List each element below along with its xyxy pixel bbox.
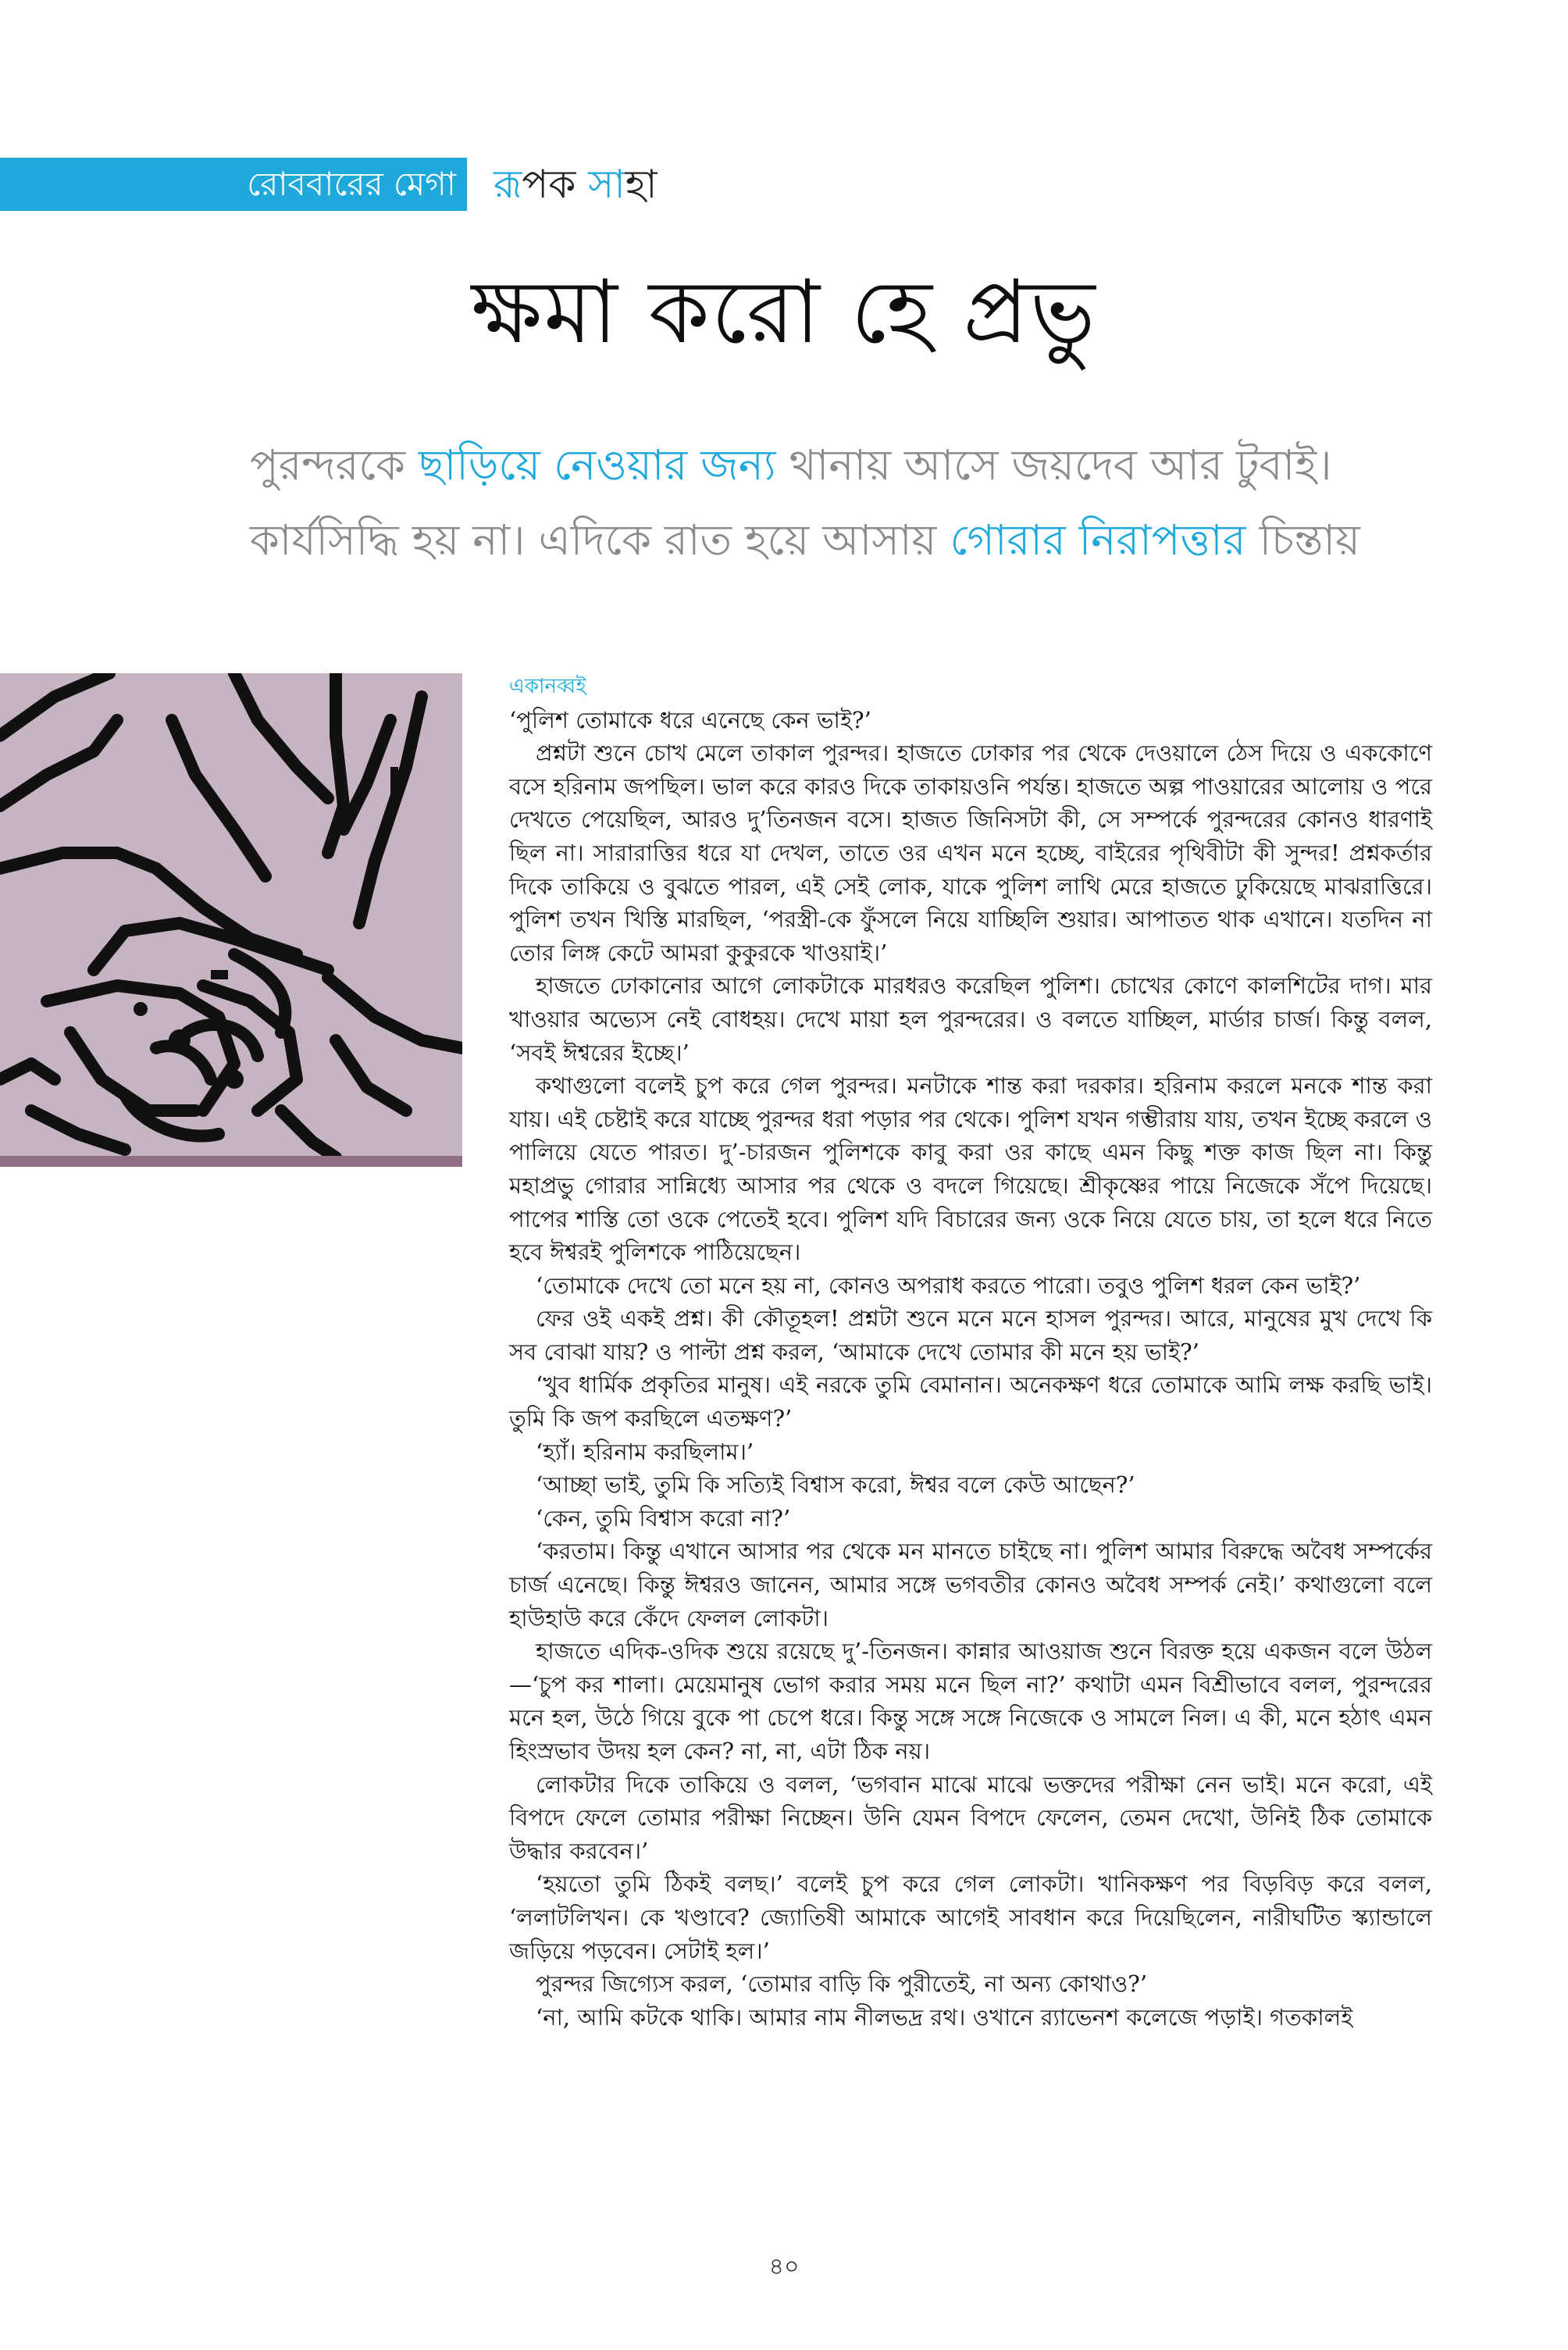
story-body — [509, 670, 1432, 2034]
series-label: রোববারের মেগা — [247, 165, 456, 203]
body-paragraph: ‘তোমাকে দেখে তো মনে হয় না, কোনও অপরাধ করতে পারো। তবুও পুলিশ ধরল কেন ভাই?’ — [536, 1271, 1361, 1299]
body-paragraph: ‘আচ্ছা ভাই, তুমি কি সত্যিই বিশ্বাস করো, ঈশ্বর বলে কেউ আছেন?’ — [536, 1471, 1135, 1499]
author-last-accent: সা — [588, 162, 625, 207]
body-paragraph: ‘কেন, তুমি বিশ্বাস করো না?’ — [536, 1504, 791, 1532]
author-last-rest: হা — [625, 162, 657, 207]
teaser-line-2 — [250, 503, 1468, 578]
body-paragraph: লোকটার দিকে তাকিয়ে ও বলল, ‘ভগবান মাঝে মাঝে ভক্তদের পরীক্ষা নেন ভাই। মনে করো, এই বিপদে ফেলে তোমার পরীক্ষা নিচ্ছেন। উনি যেমন বিপদে ফেলেন, তেমন দেখো, উনিই ঠিক তোমাকে উদ্ধার করবেন।’ — [509, 1771, 1432, 1864]
body-paragraph: ‘পুলিশ তোমাকে ধরে এনেছে কেন ভাই?’ — [509, 706, 871, 733]
body-paragraph: ফের ওই একই প্রশ্ন। কী কৌতূহল! প্রশ্নটা শুনে মনে মনে হাসল পুরন্দর। আরে, মানুষের মুখ দেখে কি সব বোঝা যায়? ও পাল্টা প্রশ্ন করল, ‘আমাকে দেখে তোমার কী মনে হয় ভাই?’ — [509, 1305, 1432, 1365]
story-illustration — [0, 673, 462, 1167]
author-first-accent: রূ — [494, 162, 522, 207]
body-paragraph: পুরন্দর জিগ্যেস করল, ‘তোমার বাড়ি কি পুরীতেই, না অন্য কোথাও?’ — [536, 1970, 1148, 1998]
teaser-highlight: ছাড়িয়ে নেওয়ার জন্য — [419, 440, 776, 490]
body-paragraph: হাজতে এদিক-ওদিক শুয়ে রয়েছে দু’-তিনজন। কান্নার আওয়াজ শুনে বিরক্ত হয়ে একজন বলে উঠল—‘চুপ কর শালা। মেয়েমানুষ ভোগ করার সময় মনে ছিল না?’ কথাটা এমন বিশ্রীভাবে বলল, পুরন্দরের মনে হল, উঠে গিয়ে বুকে পা চেপে ধরে। কিন্তু সঙ্গে সঙ্গে নিজেকে ও সামলে নিল। এ কী, মনে হঠাৎ এমন হিংস্রভাব উদয় হল কেন? না, না, এটা ঠিক নয়। — [509, 1638, 1432, 1764]
body-paragraph: ‘হ্যাঁ। হরিনাম করছিলাম।’ — [536, 1438, 754, 1465]
body-paragraph: প্রশ্নটা শুনে চোখ মেলে তাকাল পুরন্দর। হাজতে ঢোকার পর থেকে দেওয়ালে ঠেস দিয়ে ও এককোণে বসে হরিনাম জপছিল। ভাল করে কারও দিকে তাকায়ওনি পর্যন্ত। হাজতে অল্প পাওয়ারের আলোয় ও পরে দেখতে পেয়েছিল, আরও দু’তিনজন বসে। হাজত জিনিসটা কী, সে সম্পর্কে পুরন্দরের কোনও ধারণাই ছিল না। সারারাত্তির ধরে যা দেখল, তাতে ওর এখন মনে হচ্ছে, বাইরের পৃথিবীটা কী সুন্দর! প্রশ্নকর্তার দিকে তাকিয়ে ও বুঝতে পারল, এই সেই লোক, যাকে পুলিশ লাথি মেরে হাজতে ঢুকিয়েছে মাঝরাত্তিরে। পুলিশ তখন খিস্তি মারছিল, ‘পরস্ত্রী-কে ফুঁসলে নিয়ে যাচ্ছিলি শুয়ার। আপাতত থাক এখানে। যতদিন না তোর লিঙ্গ কেটে আমরা কুকুরকে খাওয়াই।’ — [509, 740, 1432, 966]
teaser-segment: কার্যসিদ্ধি হয় না। এদিকে রাত হয়ে আসায় — [250, 515, 950, 565]
teaser-highlight: গোরার নিরাপত্তার — [950, 515, 1246, 565]
body-paragraph: ‘না, আমি কটকে থাকি। আমার নাম নীলভদ্র রথ। ওখানে র‍্যাভেনশ কলেজে পড়াই। গতকালই — [536, 2003, 1353, 2031]
body-paragraph: ‘করতাম। কিন্তু এখানে আসার পর থেকে মন মানতে চাইছে না। পুলিশ আমার বিরুদ্ধে অবৈধ সম্পর্কের চার্জ এনেছে। কিন্তু ঈশ্বরও জানেন, আমার সঙ্গে ভগবতীর কোনও অবৈধ সম্পর্ক নেই।’ কথাগুলো বলে হাউহাউ করে কেঁদে ফেলল লোকটা। — [509, 1538, 1432, 1631]
illustration-base-strip — [0, 1156, 462, 1167]
body-paragraph: কথাগুলো বলেই চুপ করে গেল পুরন্দর। মনটাকে শান্ত করা দরকার। হরিনাম করলে মনকে শান্ত করা যায়। এই চেষ্টাই করে যাচ্ছে পুরন্দর ধরা পড়ার পর থেকে। পুলিশ যখন গম্ভীরায় যায়, তখন ইচ্ছে করলে ও পালিয়ে যেতে পারত। দু’-চারজন পুলিশকে কাবু করা ওর কাছে এমন কিছু শক্ত কাজ ছিল না। কিন্তু মহাপ্রভু গোরার সান্নিধ্যে আসার পর থেকে ও বদলে গিয়েছে। শ্রীকৃষ্ণের পায়ে নিজেকে সঁপে দিয়েছে। পাপের শাস্তি তো ওকে পেতেই হবে। পুলিশ যদি বিচারের জন্য ওকে নিয়ে যেতে চায়, তা হলে ধরে নিতে হবে ঈশ্বরই পুলিশকে পাঠিয়েছেন। — [509, 1072, 1432, 1266]
story-title: ক্ষমা করো হে প্রভু — [471, 262, 1097, 363]
body-paragraph: ‘খুব ধার্মিক প্রকৃতির মানুষ। এই নরকে তুমি বেমানান। অনেকক্ষণ ধরে তোমাকে আমি লক্ষ করছি ভাই। তুমি কি জপ করছিলে এতক্ষণ?’ — [509, 1371, 1432, 1432]
page-number: ৪০ — [768, 2253, 800, 2280]
illustration-drawing — [0, 673, 462, 1157]
body-paragraph: হাজতে ঢোকানোর আগে লোকটাকে মারধরও করেছিল পুলিশ। চোখের কোণে কালশিটের দাগ। মার খাওয়ার অভ্যেস নেই বোধহয়। দেখে মায়া হল পুরন্দরের। ও বলতে যাচ্ছিল, মার্ডার চার্জ। কিন্তু বলল, ‘সবই ঈশ্বরের ইচ্ছে।’ — [509, 972, 1432, 1066]
chapter-number: একানব্বই — [509, 675, 586, 698]
teaser-segment: চিন্তায় — [1245, 515, 1360, 565]
author-name — [494, 158, 657, 211]
series-label-bar — [0, 158, 467, 211]
teaser — [250, 428, 1468, 578]
teaser-line-1 — [250, 428, 1468, 503]
teaser-segment: থানায় আসে জয়দেব আর টুবাই। — [775, 440, 1332, 490]
body-paragraph: ‘হয়তো তুমি ঠিকই বলছ।’ বলেই চুপ করে গেল লোকটা। খানিকক্ষণ পর বিড়বিড় করে বলল, ‘ললাটলিখন। কে খণ্ডাবে? জ্যোতিষী আমাকে আগেই সাবধান করে দিয়েছিলেন, নারীঘটিত স্ক্যান্ডালে জড়িয়ে পড়বেন। সেটাই হল।’ — [509, 1870, 1432, 1964]
teaser-segment: পুরন্দরকে — [250, 440, 419, 490]
author-first-rest: পক — [522, 162, 576, 207]
